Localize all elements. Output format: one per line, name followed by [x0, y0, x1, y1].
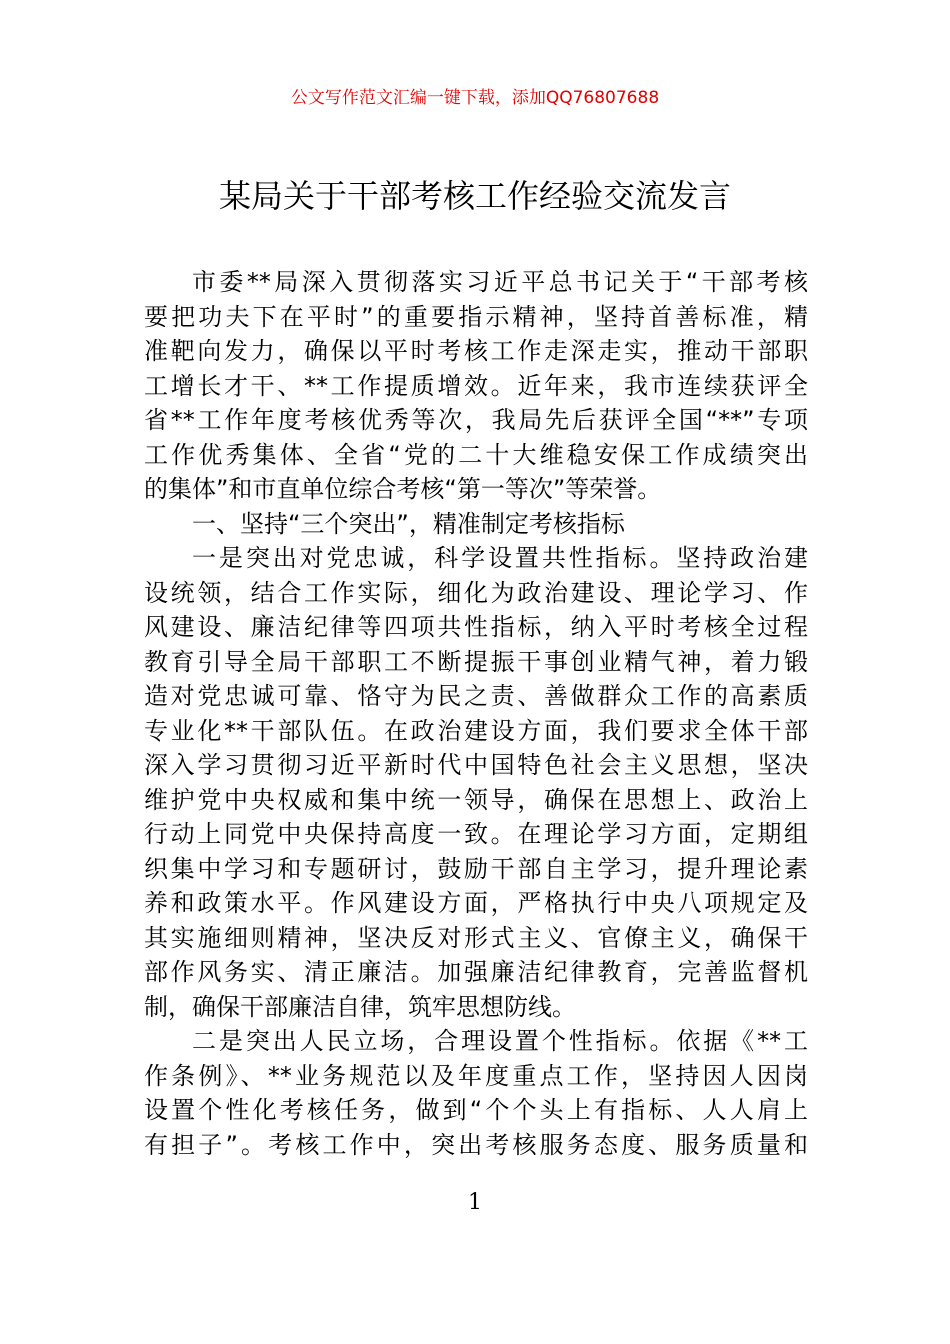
body-line: 制，确保干部廉洁自律，筑牢思想防线。	[144, 992, 576, 1021]
body-line: 织集中学习和专题研讨，鼓励干部自主学习，提升理论素	[144, 854, 808, 883]
body-line: 二是突出人民立场，合理设置个性指标。依据《**工	[192, 1027, 808, 1055]
body-line: 省**工作年度考核优秀等次，我局先后获评全国“**”专项	[144, 406, 808, 434]
body-line: 教育引导全局干部职工不断提振干事创业精气神，着力锻	[144, 647, 808, 676]
body-line: 一是突出对党忠诚，科学设置共性指标。坚持政治建	[192, 544, 808, 572]
body-line: 养和政策水平。作风建设方面，严格执行中央八项规定及	[144, 889, 808, 917]
page-number: 1	[468, 1190, 482, 1215]
body-line: 设统领，结合工作实际，细化为政治建设、理论学习、作	[144, 578, 808, 607]
body-line: 造对党忠诚可靠、恪守为民之责、善做群众工作的高素质	[144, 682, 808, 710]
document-title: 某局关于干部考核工作经验交流发言	[218, 177, 731, 215]
body-line: 设置个性化考核任务，做到“个个头上有指标、人人肩上	[144, 1096, 808, 1124]
document-body	[144, 265, 808, 1162]
body-line: 部作风务实、清正廉洁。加强廉洁纪律教育，完善监督机	[144, 958, 808, 986]
body-line: 深入学习贯彻习近平新时代中国特色社会主义思想，坚决	[144, 751, 808, 779]
section-heading: 一、坚持“三个突出”，精准制定考核指标	[192, 509, 625, 538]
body-line: 作条例》、**业务规范以及年度重点工作，坚持因人因岗	[144, 1061, 808, 1090]
body-line: 有担子”。考核工作中，突出考核服务态度、服务质量和	[144, 1130, 808, 1159]
body-line: 的集体”和市直单位综合考核“第一等次”等荣誉。	[144, 475, 662, 503]
body-line: 其实施细则精神，坚决反对形式主义、官僚主义，确保干	[144, 923, 808, 952]
body-line: 市委**局深入贯彻落实习近平总书记关于“干部考核	[192, 268, 808, 296]
header-note: 公文写作范文汇编一键下载，添加QQ76807688	[290, 88, 660, 108]
body-line: 工作优秀集体、全省“党的二十大维稳安保工作成绩突出	[144, 440, 808, 469]
body-line: 工增长才干、**工作提质增效。近年来，我市连续获评全	[144, 371, 808, 400]
body-line: 维护党中央权威和集中统一领导，确保在思想上、政治上	[144, 785, 808, 814]
body-line: 风建设、廉洁纪律等四项共性指标，纳入平时考核全过程	[144, 613, 808, 641]
body-line: 行动上同党中央保持高度一致。在理论学习方面，定期组	[144, 820, 808, 848]
body-line: 要把功夫下在平时”的重要指示精神，坚持首善标准，精	[144, 302, 808, 331]
body-line: 专业化**干部队伍。在政治建设方面，我们要求全体干部	[144, 716, 808, 745]
body-line: 准靶向发力，确保以平时考核工作走深走实，推动干部职	[144, 337, 808, 365]
